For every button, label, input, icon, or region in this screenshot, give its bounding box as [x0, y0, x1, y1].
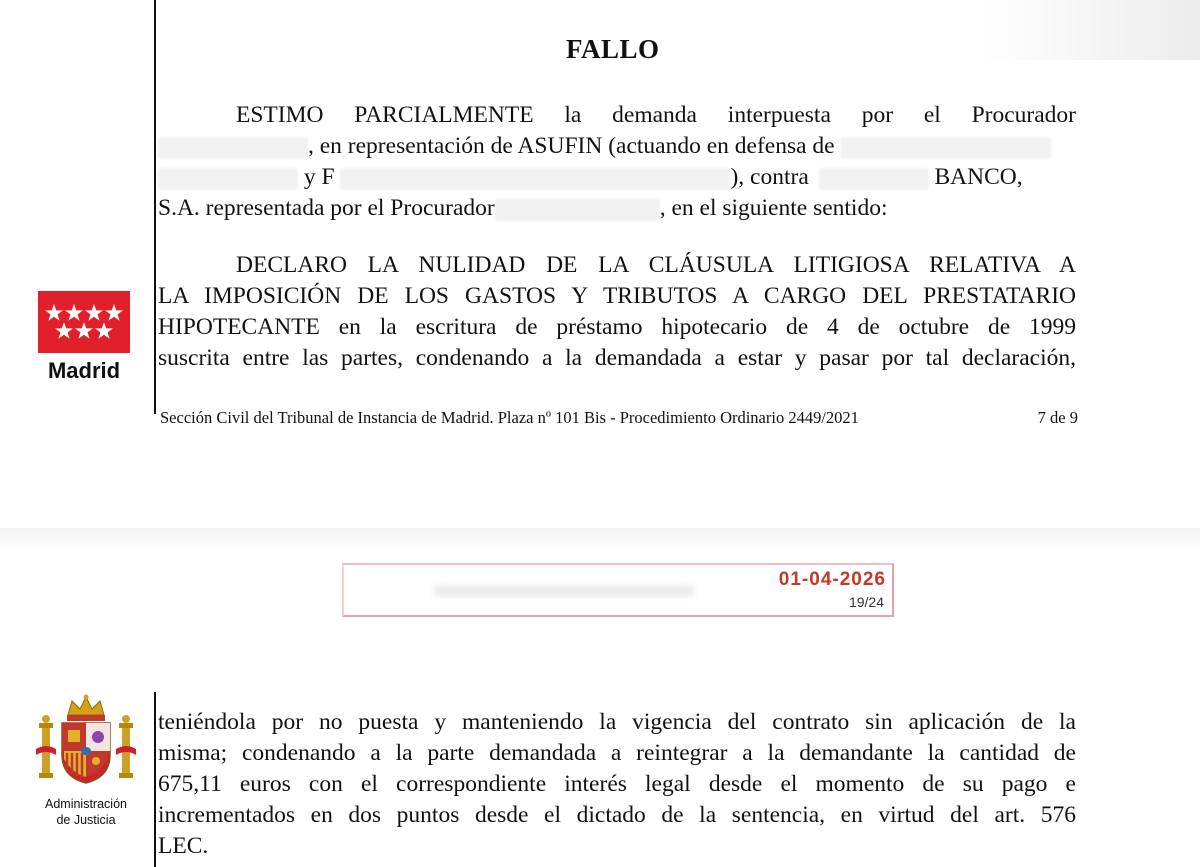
paragraph-declaro: [158, 250, 1076, 374]
paragraph-estimo: [158, 100, 1076, 224]
document-stamp: [342, 563, 894, 617]
text-line: suscrita entre las partes, condenando a la demandada a estar y pasar por tal declaración,: [158, 345, 1076, 371]
text-line: HIPOTECANTE en la escritura de préstamo hipotecario de 4 de octubre de 1999: [158, 314, 1076, 340]
justicia-logo-line1: Administración: [45, 797, 127, 811]
text-line: teniéndola por no puesta y manteniendo la vigencia del contrato sin aplicación de la: [158, 709, 1076, 735]
text-fragment: S.A. representada por el Procurador: [158, 195, 495, 221]
stamp-page-count: 19/24: [848, 594, 884, 610]
margin-rule-top: [154, 0, 156, 414]
text-line: [158, 131, 1076, 162]
redacted-name: [495, 199, 660, 221]
page-separator: [0, 528, 1200, 550]
text-line: incrementados en dos puntos desde el dictado de la sentencia, en virtud del art. 576: [158, 802, 1076, 828]
text-fragment: y F: [303, 164, 335, 190]
madrid-logo-label: Madrid: [47, 358, 121, 383]
text-fragment: , en el siguiente sentido:: [659, 195, 888, 221]
justicia-logo-line2: de Justicia: [56, 813, 116, 827]
text-fragment: , en representación de ASUFIN (actuando en defensa de: [308, 133, 835, 159]
text-line: LEC.: [158, 833, 209, 859]
text-line: [158, 162, 1076, 193]
page-title: FALLO: [566, 34, 660, 64]
text-line: 675,11 euros con el correspondiente interés legal desde el momento de su pago e: [158, 771, 1076, 797]
redacted-name: [340, 168, 730, 190]
margin-rule-bottom: [154, 692, 156, 867]
stamp-redacted-text: [434, 585, 694, 597]
text-line: ESTIMO PARCIALMENTE la demanda interpuesta por el Procurador: [236, 102, 1076, 128]
coat-of-arms-icon: [34, 693, 138, 789]
text-line: [158, 193, 1076, 224]
stamp-date: 01-04-2026: [778, 569, 886, 590]
text-line: misma; condenando a la parte demandada a reintegrar a la demandante la cantidad de: [158, 740, 1076, 766]
redacted-name: [841, 137, 1051, 159]
text-line: LA IMPOSICIÓN DE LOS GASTOS Y TRIBUTOS A CARGO DEL PRESTATARIO: [158, 283, 1076, 309]
footer-court: Sección Civil del Tribunal de Instancia de Madrid. Plaza nº 101 Bis - Procedimiento Ordinario 2449/2021: [160, 408, 859, 427]
justicia-logo: [34, 693, 138, 828]
text-fragment: ), contra: [730, 164, 809, 190]
paragraph-continuation: [158, 707, 1076, 862]
redacted-name: [158, 168, 298, 190]
redacted-name: [158, 137, 308, 159]
text-fragment: BANCO,: [934, 164, 1023, 190]
page-shadow: [980, 0, 1200, 60]
footer-page-number: 7 de 9: [1037, 408, 1078, 427]
page-footer: [160, 408, 1078, 428]
text-line: DECLARO LA NULIDAD DE LA CLÁUSULA LITIGIOSA RELATIVA A: [236, 252, 1076, 278]
madrid-flag-icon: [38, 291, 130, 353]
redacted-name: [819, 168, 929, 190]
madrid-logo: [38, 291, 130, 384]
